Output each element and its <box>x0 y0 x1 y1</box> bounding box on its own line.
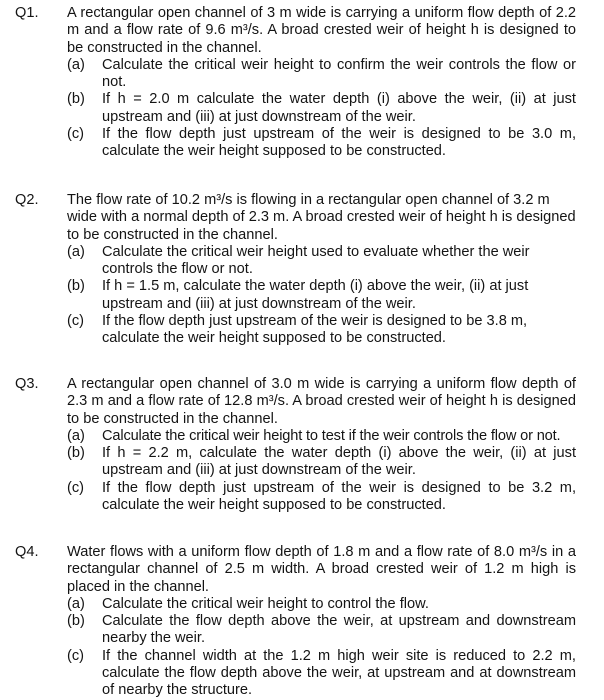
question-part-a <box>67 244 576 279</box>
question-part-c <box>67 480 576 515</box>
part-label: (c) <box>67 647 85 664</box>
question-stem: Water flows with a uniform flow depth of 1.8 m and a flow rate of 8.0 m³/s in a rectangular channel of 2.5 m width. A broad crested weir of 1.2 m high is placed in the channel. <box>67 544 576 595</box>
part-text: If the flow depth just upstream of the weir is designed to be 3.2 m, calculate the weir height supposed to be constructed. <box>102 479 576 514</box>
part-text: If h = 2.2 m, calculate the water depth (i) above the weir, (ii) at just upstream and (iii) at just downstream of the weir. <box>102 445 576 479</box>
part-label: (c) <box>67 313 85 330</box>
part-text: Calculate the flow depth above the weir, at upstream and downstream nearby the weir. <box>102 613 576 647</box>
question-stem: A rectangular open channel of 3.0 m wide is carrying a uniform flow depth of 2.3 m and a flow rate of 12.8 m³/s. A broad crested weir of height h is designed to be constructed in the channel. <box>67 376 576 427</box>
part-text: If the channel width at the 1.2 m high weir site is reduced to 2.2 m, calculate the flow depth above the weir, at upstream and at downstream of nearby the structure. <box>102 647 576 699</box>
part-text: If h = 1.5 m, calculate the water depth (i) above the weir, (ii) at just upstream and (iii) at just downstream of the weir. <box>102 278 529 312</box>
part-label: (a) <box>67 56 85 73</box>
question-number: Q3. <box>15 376 39 392</box>
question-stem: The flow rate of 10.2 m³/s is flowing in a rectangular open channel of 3.2 m wide with a normal depth of 2.3 m. A broad crested weir of height h is designed to be constructed in the channel. <box>67 192 576 243</box>
part-text: Calculate the critical weir height used to evaluate whether the weir controls the flow or not. <box>102 243 530 278</box>
part-label: (c) <box>67 126 85 143</box>
part-label: (c) <box>67 479 85 496</box>
question-number: Q1. <box>15 5 39 21</box>
question-part-a <box>67 57 576 92</box>
question-part-b <box>67 445 576 480</box>
part-label: (a) <box>67 427 85 444</box>
question-part-b <box>67 278 576 313</box>
part-label: (a) <box>67 595 85 612</box>
part-text: If h = 2.0 m calculate the water depth (i) above the weir, (ii) at just upstream and (iii) at just downstream of the weir. <box>102 91 576 125</box>
question-part-a <box>67 428 576 445</box>
part-label: (b) <box>67 278 85 295</box>
part-text: Calculate the critical weir height to control the flow. <box>102 595 429 612</box>
part-text: Calculate the critical weir height to confirm the weir controls the flow or not. <box>102 56 576 91</box>
question-part-b <box>67 613 576 648</box>
part-text: If the flow depth just upstream of the weir is designed to be 3.8 m, calculate the weir height supposed to be constructed. <box>102 313 528 347</box>
question-3 <box>0 376 604 514</box>
part-text: Calculate the critical weir height to test if the weir controls the flow or not. <box>102 427 561 444</box>
part-label: (a) <box>67 243 85 260</box>
question-part-a <box>67 596 576 613</box>
question-stem: A rectangular open channel of 3 m wide is carrying a uniform flow depth of 2.2 m and a flow rate of 9.6 m³/s. A broad crested weir of height h is designed to be constructed in the channel. <box>67 5 576 56</box>
question-number: Q4. <box>15 544 39 560</box>
question-part-c <box>67 648 576 700</box>
question-4 <box>0 544 604 700</box>
question-part-c <box>67 313 576 348</box>
question-part-b <box>67 91 576 126</box>
part-text: If the flow depth just upstream of the weir is designed to be 3.0 m, calculate the weir height supposed to be constructed. <box>102 126 576 160</box>
part-label: (b) <box>67 445 85 462</box>
question-part-c <box>67 126 576 161</box>
question-2 <box>0 192 604 348</box>
part-label: (b) <box>67 613 85 630</box>
part-label: (b) <box>67 91 85 108</box>
question-1 <box>0 5 604 161</box>
question-number: Q2. <box>15 192 39 208</box>
